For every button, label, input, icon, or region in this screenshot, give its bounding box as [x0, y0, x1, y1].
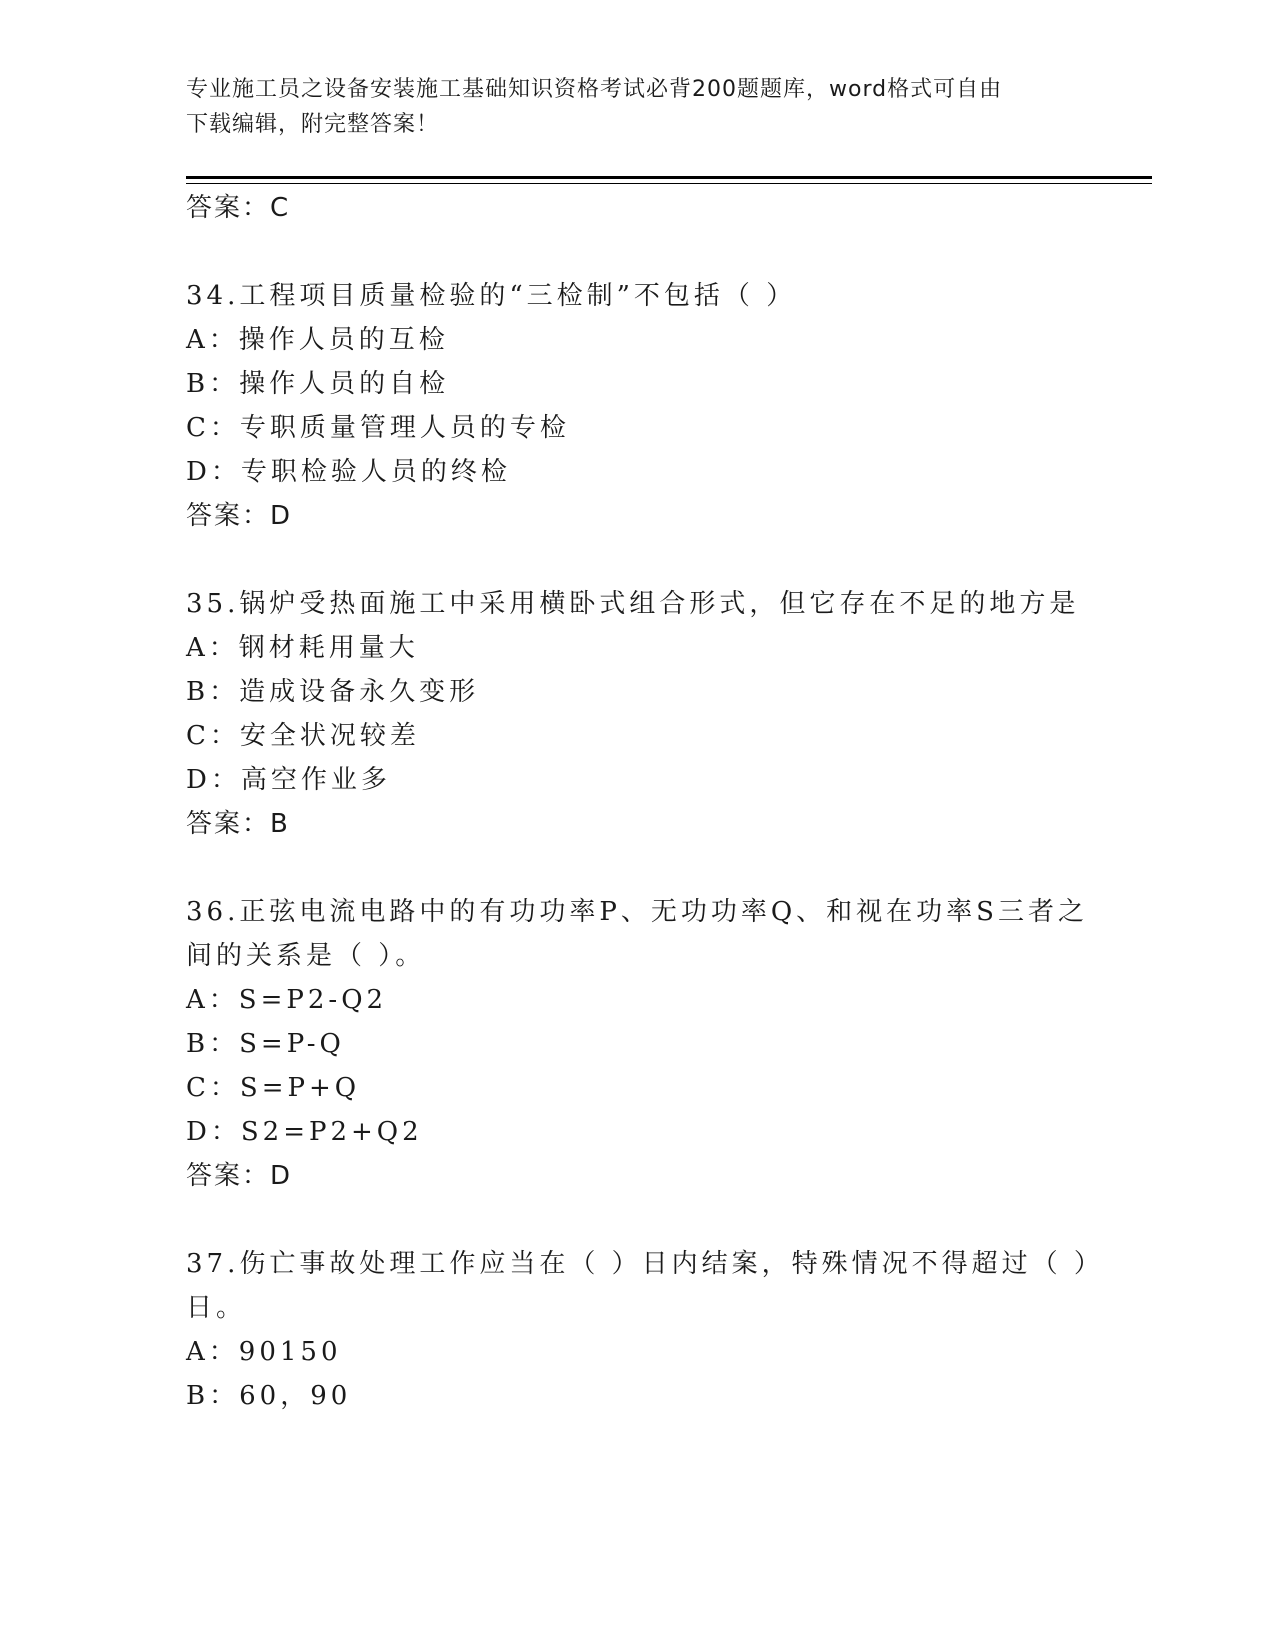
question-37-option-b: B：60，90: [186, 1381, 352, 1411]
document-header: [186, 72, 1066, 142]
question-35-stem: 35.锅炉受热面施工中采用横卧式组合形式，但它存在不足的地方是: [186, 589, 1080, 619]
question-36-option-d: D：S2=P2+Q2: [186, 1117, 423, 1147]
header-line-2: 下载编辑，附完整答案！: [186, 112, 440, 137]
answer-36: 答案：D: [186, 1161, 293, 1191]
question-34-option-a: A：操作人员的互检: [186, 325, 449, 355]
question-34-stem: 34.工程项目质量检验的“三检制”不包括（ ）: [186, 281, 797, 311]
answer-35: 答案：B: [186, 809, 290, 839]
question-37-option-a: A：90150: [186, 1337, 342, 1367]
question-34-option-d: D：专职检验人员的终检: [186, 457, 511, 487]
question-36-option-c: C：S=P+Q: [186, 1073, 361, 1103]
question-35-option-d: D：高空作业多: [186, 765, 391, 795]
question-35-option-a: A：钢材耗用量大: [186, 633, 419, 663]
question-36-stem-line-1: 36.正弦电流电路中的有功功率P、无功功率Q、和视在功率S三者之: [186, 897, 1088, 927]
question-34-option-b: B：操作人员的自检: [186, 369, 450, 399]
header-divider-thick: [186, 176, 1152, 179]
question-36-option-b: B：S=P-Q: [186, 1029, 345, 1059]
question-37-stem-line-1: 37.伤亡事故处理工作应当在（ ）日内结案，特殊情况不得超过（ ）: [186, 1249, 1104, 1279]
header-divider-thin: [186, 183, 1152, 184]
answer-34: 答案：D: [186, 501, 293, 531]
question-35-option-b: B：造成设备永久变形: [186, 677, 480, 707]
question-36-stem-line-2: 间的关系是（ ）。: [186, 941, 426, 971]
header-line-1: 专业施工员之设备安装施工基础知识资格考试必背200题题库，word格式可自由: [186, 77, 1003, 102]
question-35-option-c: C：安全状况较差: [186, 721, 420, 751]
question-36-option-a: A：S=P2-Q2: [186, 985, 388, 1015]
question-34-option-c: C：专职质量管理人员的专检: [186, 413, 570, 443]
question-37-stem-line-2: 日。: [186, 1293, 247, 1323]
answer-33: 答案：C: [186, 193, 291, 223]
